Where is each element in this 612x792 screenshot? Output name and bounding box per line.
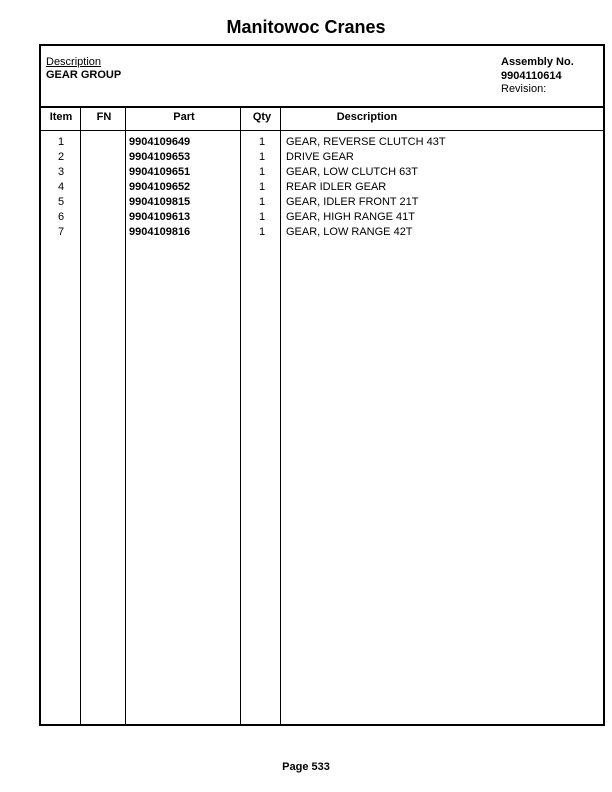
item-number: 2 bbox=[57, 151, 65, 163]
parts-list-frame bbox=[39, 44, 605, 726]
description-block bbox=[46, 56, 121, 82]
table-row bbox=[41, 225, 603, 240]
part-number: 9904109651 bbox=[129, 166, 191, 178]
part-number: 9904109613 bbox=[129, 211, 191, 223]
parts-table-body bbox=[41, 135, 603, 240]
description-value: GEAR GROUP bbox=[46, 69, 122, 81]
page-title: Manitowoc Cranes bbox=[226, 17, 386, 37]
part-description: DRIVE GEAR bbox=[286, 151, 354, 163]
parts-list-header bbox=[41, 46, 603, 108]
item-number: 7 bbox=[57, 226, 65, 238]
quantity: 1 bbox=[258, 226, 266, 238]
column-header-description: Description bbox=[336, 111, 398, 123]
item-number: 5 bbox=[57, 196, 65, 208]
quantity: 1 bbox=[258, 211, 266, 223]
part-description: GEAR, IDLER FRONT 21T bbox=[286, 196, 419, 208]
column-header-fn: FN bbox=[96, 111, 112, 123]
part-number: 9904109652 bbox=[129, 181, 191, 193]
part-description: GEAR, LOW CLUTCH 63T bbox=[286, 166, 419, 178]
part-description: REAR IDLER GEAR bbox=[286, 181, 387, 193]
quantity: 1 bbox=[258, 196, 266, 208]
item-number: 3 bbox=[57, 166, 65, 178]
table-row bbox=[41, 165, 603, 180]
part-number: 9904109816 bbox=[129, 226, 191, 238]
column-header-qty: Qty bbox=[252, 111, 272, 123]
item-number: 1 bbox=[57, 136, 65, 148]
table-row bbox=[41, 180, 603, 195]
revision-label: Revision: bbox=[501, 83, 547, 95]
assembly-number: 9904110614 bbox=[501, 69, 562, 82]
page-number: Page 533 bbox=[282, 761, 330, 773]
quantity: 1 bbox=[258, 136, 266, 148]
part-description: GEAR, REVERSE CLUTCH 43T bbox=[286, 136, 446, 148]
assembly-block bbox=[501, 56, 574, 97]
column-header-item: Item bbox=[49, 111, 73, 123]
item-number: 6 bbox=[57, 211, 65, 223]
assembly-label: Assembly No. bbox=[501, 56, 574, 68]
table-row bbox=[41, 210, 603, 225]
description-label: Description bbox=[46, 56, 102, 68]
quantity: 1 bbox=[258, 181, 266, 193]
table-row bbox=[41, 150, 603, 165]
table-row bbox=[41, 135, 603, 150]
quantity: 1 bbox=[258, 151, 266, 163]
table-row bbox=[41, 195, 603, 210]
part-number: 9904109815 bbox=[129, 196, 191, 208]
part-description: GEAR, HIGH RANGE 41T bbox=[286, 211, 415, 223]
part-description: GEAR, LOW RANGE 42T bbox=[286, 226, 413, 238]
part-number: 9904109649 bbox=[129, 136, 191, 148]
item-number: 4 bbox=[57, 181, 65, 193]
quantity: 1 bbox=[258, 166, 266, 178]
column-header-part: Part bbox=[173, 111, 195, 123]
part-number: 9904109653 bbox=[129, 151, 191, 163]
